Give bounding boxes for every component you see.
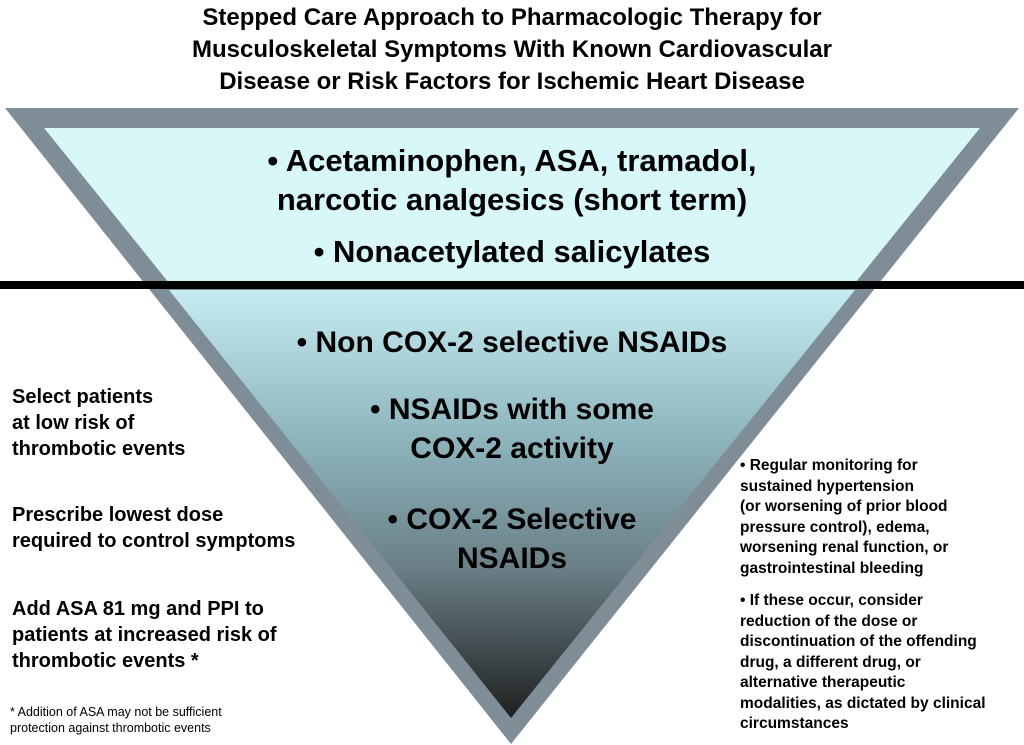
left-note-3-line-3: thrombotic events * (12, 650, 199, 672)
right-note-2-line-3: discontinuation of the offending (740, 633, 977, 650)
right-note-1-line-1: • Regular monitoring for (740, 457, 918, 474)
right-note-1-line-5: worsening renal function, or (740, 539, 949, 556)
right-note-2-line-2: reduction of the dose or (740, 612, 918, 630)
lower-item-2-line-2: COX-2 activity (410, 432, 614, 465)
title-line-1: Stepped Care Approach to Pharmacologic Therapy for (202, 4, 822, 31)
upper-item-1-line-1: • Acetaminophen, ASA, tramadol, (267, 143, 757, 178)
footnote-line-1: * Addition of ASA may not be sufficient (10, 705, 222, 719)
right-note-1-line-2: sustained hypertension (740, 477, 914, 495)
lower-item-2-line-1: • NSAIDs with some (370, 393, 654, 426)
divider-line (0, 281, 1024, 289)
left-note-select-patients (12, 384, 185, 462)
left-note-3-line-1: Add ASA 81 mg and PPI to (12, 598, 264, 620)
right-note-2-line-1: • If these occur, consider (740, 592, 923, 609)
left-note-1-line-2: at low risk of (12, 412, 135, 434)
lower-item-2 (200, 390, 824, 468)
right-note-1-line-3: (or worsening of prior blood (740, 498, 948, 515)
left-note-lowest-dose (12, 502, 295, 554)
left-note-1-line-3: thrombotic events (12, 438, 186, 460)
diagram-title (0, 2, 1024, 98)
lower-item-3-line-1: • COX-2 Selective (387, 503, 637, 536)
lower-item-3-line-2: NSAIDs (456, 542, 568, 575)
right-note-2-line-6: modalities, as dictated by clinical (740, 694, 986, 712)
left-note-2-line-2: required to control symptoms (12, 530, 296, 552)
right-note-1-line-6: gastrointestinal bleeding (740, 559, 924, 577)
title-line-2: Musculoskeletal Symptoms With Known Cardiovascular (192, 36, 832, 63)
right-note-if-these-occur (740, 591, 986, 735)
left-note-1-line-1: Select patients (12, 386, 154, 408)
footnote (10, 704, 222, 736)
right-note-2-line-5: alternative therapeutic (740, 674, 906, 691)
title-line-3: Disease or Risk Factors for Ischemic Heart Disease (219, 68, 805, 95)
right-note-monitoring (740, 456, 948, 579)
left-note-3-line-2: patients at increased risk of (12, 624, 277, 646)
upper-item-2: • Nonacetylated salicylates (313, 234, 711, 269)
upper-item-1-line-2: narcotic analgesics (short term) (276, 182, 748, 217)
right-note-2-line-4: drug, a different drug, or (740, 653, 921, 671)
footnote-line-2: protection against thrombotic events (10, 721, 211, 735)
left-note-2-line-1: Prescribe lowest dose (12, 504, 224, 526)
lower-item-1: • Non COX-2 selective NSAIDs (296, 326, 728, 359)
upper-item-1 (200, 141, 824, 219)
right-note-1-line-4: pressure control), edema, (740, 518, 930, 536)
left-note-add-asa (12, 596, 277, 674)
right-note-2-line-7: circumstances (740, 715, 849, 732)
